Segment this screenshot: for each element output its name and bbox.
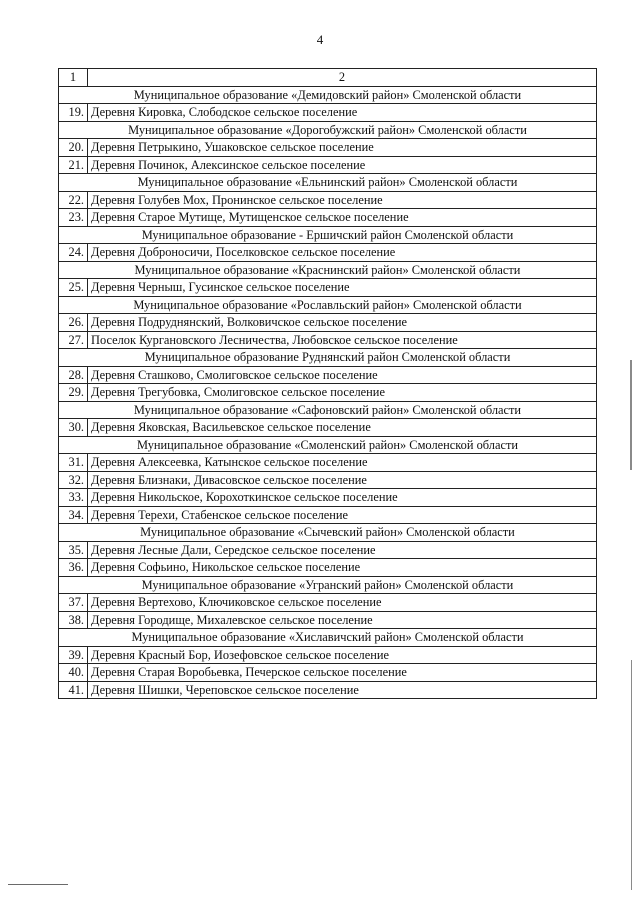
region-heading: Муниципальное образование - Ершичский район Смоленской области bbox=[59, 226, 597, 244]
row-number: 27. bbox=[59, 331, 88, 349]
settlement-name: Деревня Лесные Дали, Середское сельское поселение bbox=[88, 541, 597, 559]
region-heading-row bbox=[59, 436, 597, 454]
column-header-number: 1 bbox=[59, 69, 88, 87]
row-number: 33. bbox=[59, 489, 88, 507]
region-heading: Муниципальное образование «Демидовский район» Смоленской области bbox=[59, 86, 597, 104]
row-number: 37. bbox=[59, 594, 88, 612]
table-header-row bbox=[59, 69, 597, 87]
table-row bbox=[59, 156, 597, 174]
row-number: 26. bbox=[59, 314, 88, 332]
region-heading-row bbox=[59, 576, 597, 594]
table-row bbox=[59, 681, 597, 699]
region-heading: Муниципальное образование «Рославльский район» Смоленской области bbox=[59, 296, 597, 314]
settlement-name: Деревня Вертехово, Ключиковское сельское поселение bbox=[88, 594, 597, 612]
region-heading: Муниципальное образование «Ельнинский район» Смоленской области bbox=[59, 174, 597, 192]
row-number: 35. bbox=[59, 541, 88, 559]
table-row bbox=[59, 594, 597, 612]
settlement-name: Деревня Черныш, Гусинское сельское поселение bbox=[88, 279, 597, 297]
row-number: 36. bbox=[59, 559, 88, 577]
table-row bbox=[59, 104, 597, 122]
table-row bbox=[59, 244, 597, 262]
row-number: 28. bbox=[59, 366, 88, 384]
table-row bbox=[59, 366, 597, 384]
row-number: 38. bbox=[59, 611, 88, 629]
row-number: 22. bbox=[59, 191, 88, 209]
table-row bbox=[59, 419, 597, 437]
row-number: 32. bbox=[59, 471, 88, 489]
row-number: 40. bbox=[59, 664, 88, 682]
table-row bbox=[59, 471, 597, 489]
settlement-name: Деревня Старая Воробьевка, Печерское сельское поселение bbox=[88, 664, 597, 682]
scan-margin-mark bbox=[630, 360, 632, 470]
region-heading-row bbox=[59, 524, 597, 542]
row-number: 24. bbox=[59, 244, 88, 262]
row-number: 29. bbox=[59, 384, 88, 402]
table-row bbox=[59, 139, 597, 157]
table-row bbox=[59, 209, 597, 227]
region-heading-row bbox=[59, 401, 597, 419]
table-row bbox=[59, 314, 597, 332]
settlement-name: Деревня Подруднянский, Волковичское сельское поселение bbox=[88, 314, 597, 332]
page-number: 4 bbox=[316, 32, 324, 47]
region-heading: Муниципальное образование «Сычевский район» Смоленской области bbox=[59, 524, 597, 542]
column-header-name: 2 bbox=[88, 69, 597, 87]
region-heading-row bbox=[59, 296, 597, 314]
table-row bbox=[59, 454, 597, 472]
settlement-name: Деревня Старое Мутище, Мутищенское сельское поселение bbox=[88, 209, 597, 227]
region-heading-row bbox=[59, 121, 597, 139]
row-number: 39. bbox=[59, 646, 88, 664]
row-number: 30. bbox=[59, 419, 88, 437]
row-number: 20. bbox=[59, 139, 88, 157]
region-heading-row bbox=[59, 226, 597, 244]
region-heading-row bbox=[59, 261, 597, 279]
table-row bbox=[59, 331, 597, 349]
row-number: 34. bbox=[59, 506, 88, 524]
scan-margin-mark bbox=[631, 660, 632, 890]
settlement-name: Деревня Шишки, Череповское сельское поселение bbox=[88, 681, 597, 699]
settlement-name: Деревня Терехи, Стабенское сельское поселение bbox=[88, 506, 597, 524]
region-heading: Муниципальное образование «Сафоновский район» Смоленской области bbox=[59, 401, 597, 419]
row-number: 25. bbox=[59, 279, 88, 297]
region-heading: Муниципальное образование «Смоленский район» Смоленской области bbox=[59, 436, 597, 454]
region-heading: Муниципальное образование Руднянский район Смоленской области bbox=[59, 349, 597, 367]
region-heading: Муниципальное образование «Дорогобужский район» Смоленской области bbox=[59, 121, 597, 139]
row-number: 21. bbox=[59, 156, 88, 174]
settlement-name: Деревня Починок, Алексинское сельское поселение bbox=[88, 156, 597, 174]
table-row bbox=[59, 646, 597, 664]
table-row bbox=[59, 384, 597, 402]
settlement-name: Деревня Яковская, Васильевское сельское поселение bbox=[88, 419, 597, 437]
settlement-name: Деревня Сташково, Смолиговское сельское поселение bbox=[88, 366, 597, 384]
table-row bbox=[59, 506, 597, 524]
settlement-name: Поселок Кургановского Лесничества, Любовское сельское поселение bbox=[88, 331, 597, 349]
table-row bbox=[59, 664, 597, 682]
settlement-name: Деревня Софьино, Никольское сельское поселение bbox=[88, 559, 597, 577]
region-heading: Муниципальное образование «Угранский район» Смоленской области bbox=[59, 576, 597, 594]
region-heading-row bbox=[59, 174, 597, 192]
table-row bbox=[59, 559, 597, 577]
settlement-name: Деревня Трегубовка, Смолиговское сельское поселение bbox=[88, 384, 597, 402]
settlement-name: Деревня Доброносичи, Поселковское сельское поселение bbox=[88, 244, 597, 262]
region-heading: Муниципальное образование «Краснинский район» Смоленской области bbox=[59, 261, 597, 279]
settlement-name: Деревня Голубев Мох, Пронинское сельское поселение bbox=[88, 191, 597, 209]
scan-corner-mark bbox=[8, 884, 68, 885]
settlements-table-body bbox=[59, 69, 597, 699]
row-number: 23. bbox=[59, 209, 88, 227]
region-heading-row bbox=[59, 86, 597, 104]
settlement-name: Деревня Никольское, Корохоткинское сельское поселение bbox=[88, 489, 597, 507]
row-number: 19. bbox=[59, 104, 88, 122]
row-number: 41. bbox=[59, 681, 88, 699]
region-heading: Муниципальное образование «Хиславичский район» Смоленской области bbox=[59, 629, 597, 647]
row-number: 31. bbox=[59, 454, 88, 472]
settlement-name: Деревня Алексеевка, Катынское сельское поселение bbox=[88, 454, 597, 472]
table-row bbox=[59, 489, 597, 507]
table-row bbox=[59, 541, 597, 559]
settlements-table bbox=[58, 68, 597, 699]
table-row bbox=[59, 191, 597, 209]
settlement-name: Деревня Красный Бор, Иозефовское сельское поселение bbox=[88, 646, 597, 664]
settlement-name: Деревня Кировка, Слободское сельское поселение bbox=[88, 104, 597, 122]
settlement-name: Деревня Близнаки, Дивасовское сельское поселение bbox=[88, 471, 597, 489]
table-row bbox=[59, 279, 597, 297]
settlement-name: Деревня Петрыкино, Ушаковское сельское поселение bbox=[88, 139, 597, 157]
settlement-name: Деревня Городище, Михалевское сельское поселение bbox=[88, 611, 597, 629]
region-heading-row bbox=[59, 349, 597, 367]
table-row bbox=[59, 611, 597, 629]
region-heading-row bbox=[59, 629, 597, 647]
